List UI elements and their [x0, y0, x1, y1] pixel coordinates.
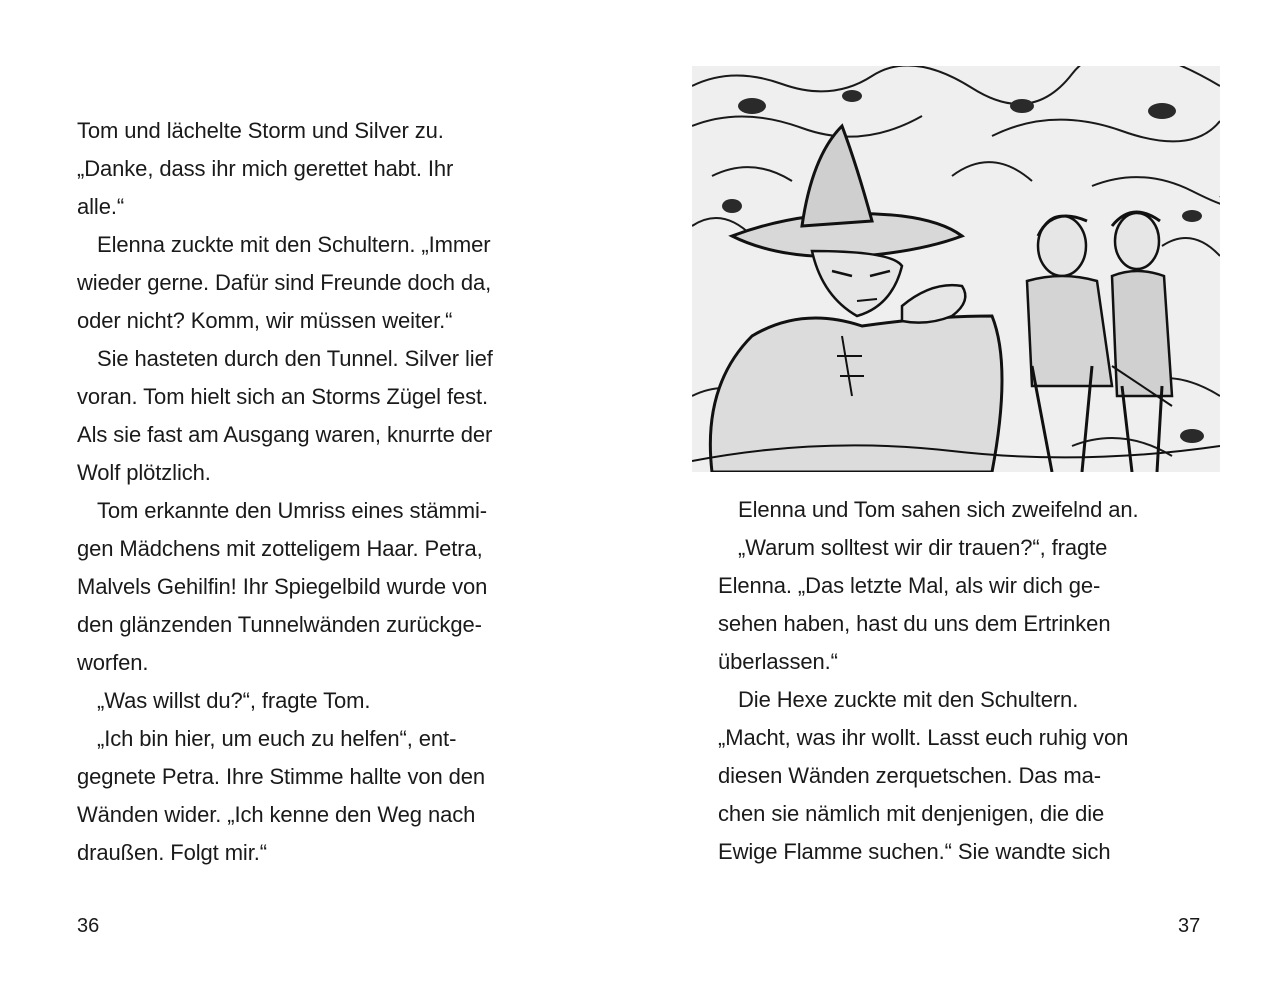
text-line: wieder gerne. Dafür sind Freunde doch da, — [77, 270, 492, 295]
text-line: Malvels Gehilfin! Ihr Spiegelbild wurde von — [77, 574, 488, 599]
text-line: „Was willst du?“, fragte Tom. — [97, 688, 371, 713]
text-line: alle.“ — [77, 194, 125, 219]
right-page — [640, 0, 1280, 999]
text-line: „Macht, was ihr wollt. Lasst euch ruhig von — [718, 725, 1129, 750]
illustration-drawing — [692, 66, 1220, 472]
text-line: Tom und lächelte Storm und Silver zu. — [77, 118, 444, 143]
text-line: Elenna zuckte mit den Schultern. „Immer — [97, 232, 491, 257]
left-page-text — [77, 112, 577, 872]
text-line: Elenna und Tom sahen sich zweifelnd an. — [738, 497, 1139, 522]
right-page-text — [718, 491, 1218, 871]
text-line: oder nicht? Komm, wir müssen weiter.“ — [77, 308, 453, 333]
page-number: 36 — [77, 915, 100, 937]
text-line: „Danke, dass ihr mich gerettet habt. Ihr — [77, 156, 454, 181]
text-line: gen Mädchens mit zotteligem Haar. Petra, — [77, 536, 483, 561]
text-line: Die Hexe zuckte mit den Schultern. — [738, 687, 1079, 712]
text-line: Als sie fast am Ausgang waren, knurrte der — [77, 422, 493, 447]
text-line: Wänden wider. „Ich kenne den Weg nach — [77, 802, 476, 827]
text-line: voran. Tom hielt sich an Storms Zügel fest. — [77, 384, 489, 409]
text-line: Elenna. „Das letzte Mal, als wir dich ge- — [718, 573, 1101, 598]
text-line: überlassen.“ — [718, 649, 838, 674]
text-line: gegnete Petra. Ihre Stimme hallte von den — [77, 764, 486, 789]
text-line: chen sie nämlich mit denjenigen, die die — [718, 801, 1105, 826]
text-line: diesen Wänden zerquetschen. Das ma- — [718, 763, 1101, 788]
text-line: sehen haben, hast du uns dem Ertrinken — [718, 611, 1111, 636]
illustration — [692, 66, 1220, 472]
text-line: „Ich bin hier, um euch zu helfen“, ent- — [97, 726, 457, 751]
text-line: worfen. — [77, 650, 149, 675]
text-line: Sie hasteten durch den Tunnel. Silver lief — [97, 346, 493, 371]
page-number: 37 — [1178, 915, 1201, 937]
text-line: Tom erkannte den Umriss eines stämmi- — [97, 498, 487, 523]
text-line: den glänzenden Tunnelwänden zurückge- — [77, 612, 482, 637]
text-line: Wolf plötzlich. — [77, 460, 211, 485]
text-line: draußen. Folgt mir.“ — [77, 840, 267, 865]
text-line: Ewige Flamme suchen.“ Sie wandte sich — [718, 839, 1111, 864]
text-line: „Warum solltest wir dir trauen?“, fragte — [738, 535, 1108, 560]
